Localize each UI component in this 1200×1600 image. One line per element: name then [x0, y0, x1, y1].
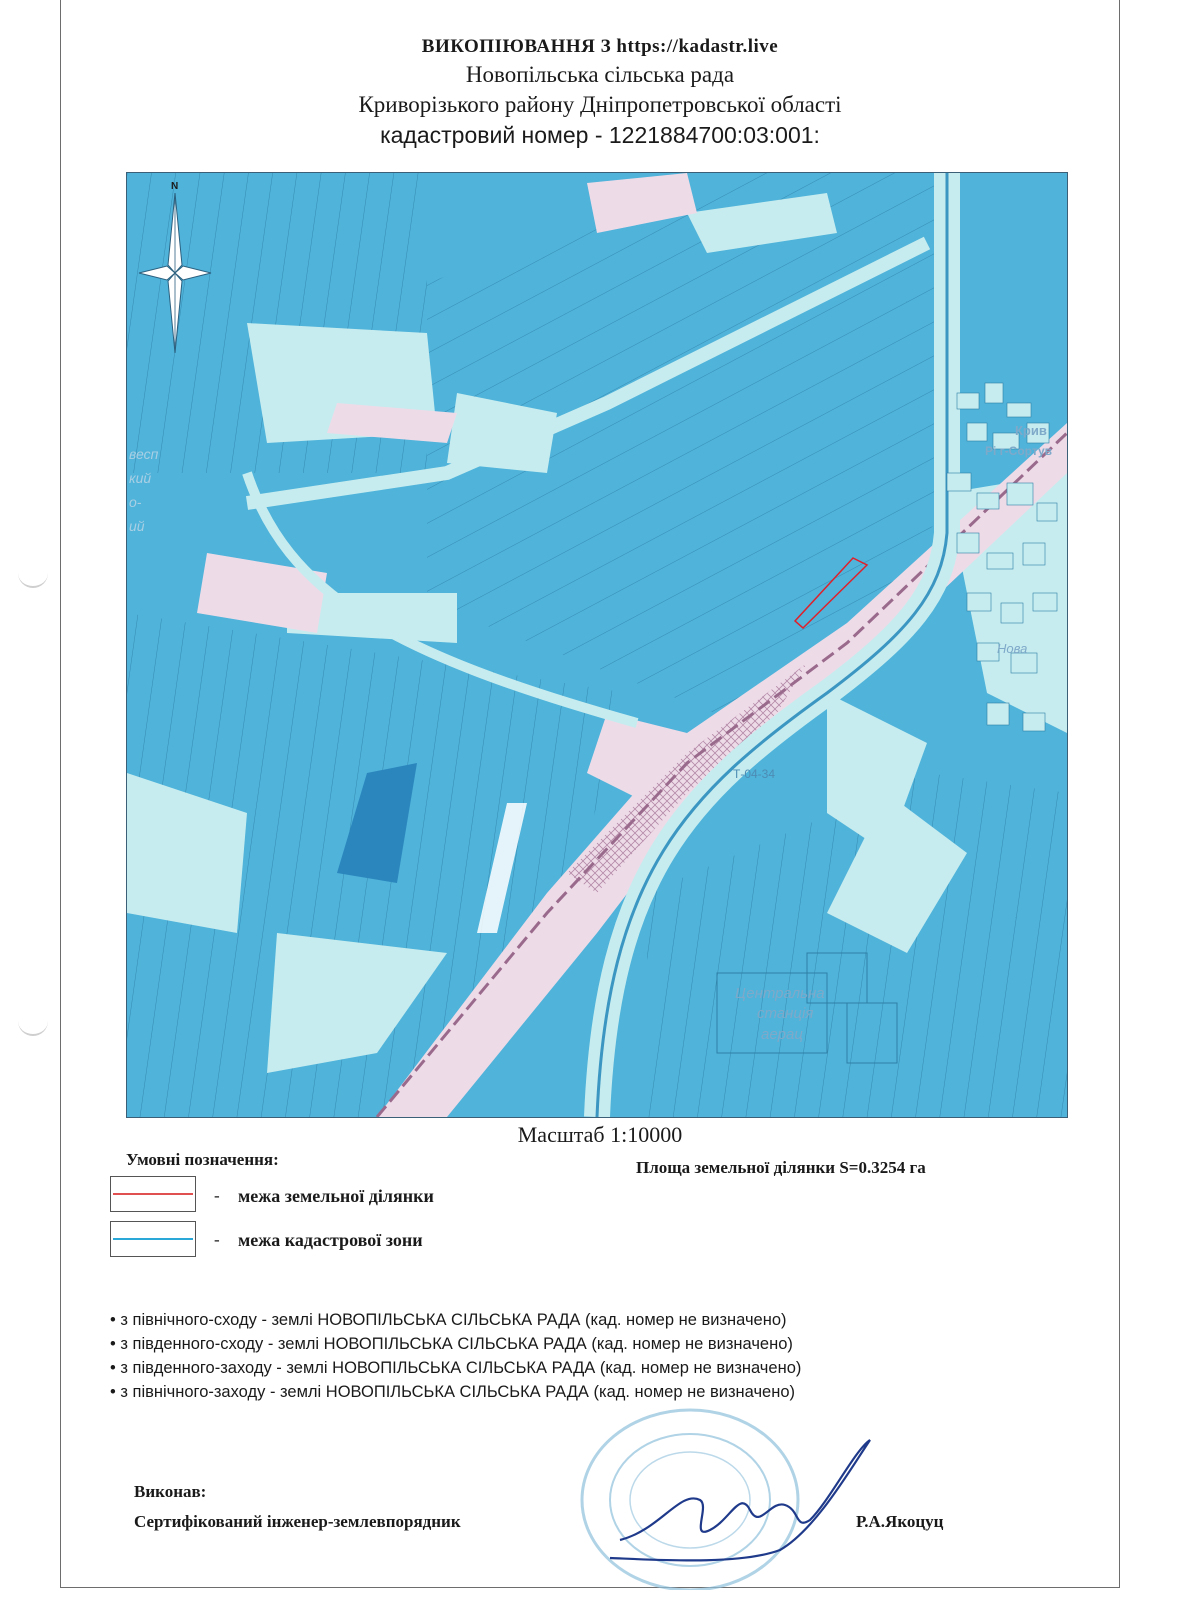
- neighbor-item: • з південного-сходу - землі НОВОПІЛЬСЬКА СІЛЬСЬКА РАДА (кад. номер не визначено): [110, 1335, 793, 1353]
- parcel-area: Площа земельної ділянки S=0.3254 га: [636, 1158, 926, 1177]
- central-station-label-1: Центральна: [735, 985, 825, 1002]
- legend-zone-boundary-swatch: [110, 1221, 196, 1257]
- district-name: Криворізького району Дніпропетровської області: [358, 92, 842, 117]
- document-title: ВИКОПІЮВАННЯ З https://kadastr.live: [421, 36, 779, 57]
- signature: [600, 1430, 880, 1570]
- central-station-label-2: станція: [757, 1005, 814, 1022]
- left-edge-label-3: о-: [129, 494, 142, 510]
- executor-title: Сертифікований інженер-землевпорядник: [134, 1512, 461, 1531]
- parcel-boundary-line: [113, 1193, 193, 1195]
- cadastral-number: кадастровий номер - 1221884700:03:001:: [380, 122, 820, 148]
- map-scale: Масштаб 1:10000: [517, 1122, 683, 1147]
- legend-dash: -: [214, 1186, 220, 1205]
- left-edge-label-1: весп: [129, 446, 159, 462]
- executor-name: Р.А.Якоцуц: [856, 1512, 944, 1531]
- legend-title: Умовні позначення:: [126, 1150, 279, 1169]
- neighbor-item: • з південного-заходу - землі НОВОПІЛЬСЬКА СІЛЬСЬКА РАДА (кад. номер не визначено): [110, 1359, 802, 1377]
- executor-label: Виконав:: [134, 1482, 207, 1501]
- punch-hole-mark: [18, 1018, 48, 1036]
- central-station-label-3: аерац: [761, 1026, 803, 1043]
- left-edge-label-2: кий: [129, 470, 152, 486]
- legend-dash: -: [214, 1230, 220, 1249]
- station-label: Крив: [1015, 423, 1047, 438]
- zone-boundary-line: [113, 1238, 193, 1240]
- north-marker: N: [171, 181, 179, 192]
- legend-parcel-boundary-swatch: [110, 1176, 196, 1212]
- neighbor-item: • з північного-сходу - землі НОВОПІЛЬСЬКА СІЛЬСЬКА РАДА (кад. номер не визначено): [110, 1311, 787, 1329]
- road-code-label: Т-04-34: [733, 767, 776, 781]
- cadastral-map: [126, 172, 1068, 1118]
- legend-parcel-boundary-label: межа земельної ділянки: [238, 1186, 434, 1206]
- map-canvas: [127, 173, 1067, 1117]
- left-edge-label-4: ий: [129, 518, 145, 534]
- council-name: Новопільська сільська рада: [465, 62, 735, 87]
- neighbor-list: [110, 1308, 801, 1404]
- neighbor-item: • з північного-заходу - землі НОВОПІЛЬСЬКА СІЛЬСЬКА РАДА (кад. номер не визначено): [110, 1383, 796, 1401]
- legend-zone-boundary-label: межа кадастрової зони: [238, 1230, 423, 1250]
- station-sublabel: Рі г-Сортув: [985, 444, 1053, 458]
- punch-hole-mark: [18, 570, 48, 588]
- village-label: Нова: [997, 641, 1028, 656]
